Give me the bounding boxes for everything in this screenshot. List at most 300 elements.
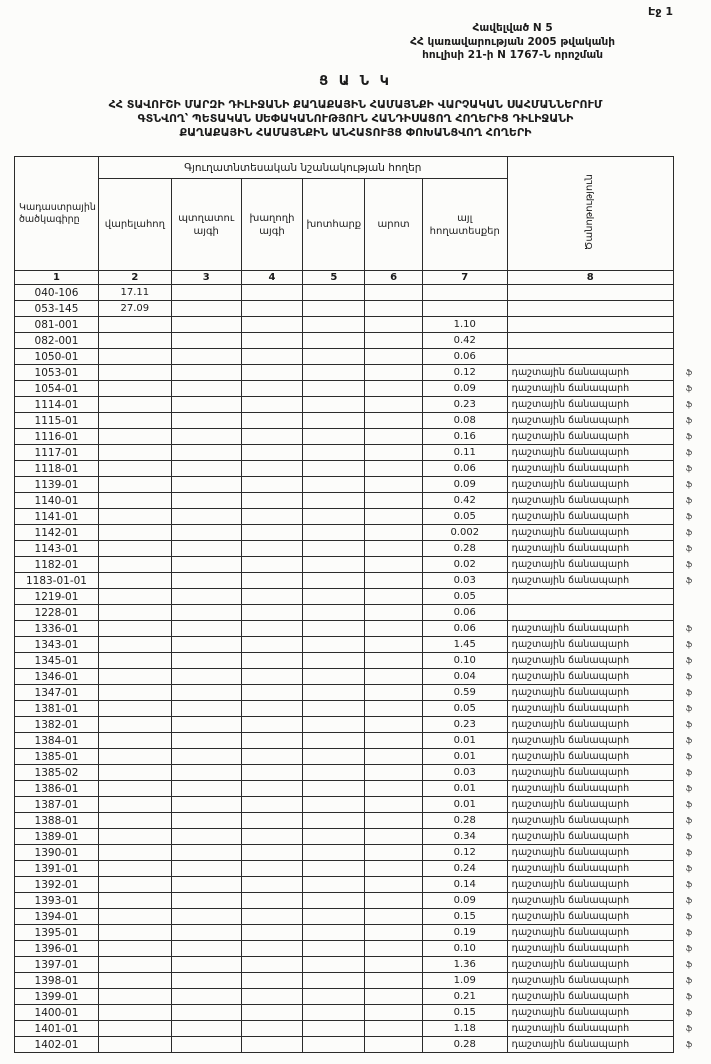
cadastral-code-cell: 1116-01 [15,429,99,445]
orchard-value-cell [171,925,241,941]
vineyard-value-cell [241,861,303,877]
arable-value-cell [98,797,171,813]
hayfield-value-cell [303,909,365,925]
other-lands-value-cell: 0.11 [422,445,507,461]
table-row [15,397,711,413]
orchard-value-cell [171,445,241,461]
orchard-value-cell [171,541,241,557]
pasture-value-cell [365,477,423,493]
cadastral-code-cell: 1385-01 [15,749,99,765]
pasture-value-cell [365,797,423,813]
cadastral-code-cell: 1183-01-01 [15,573,99,589]
vineyard-value-cell [241,573,303,589]
vineyard-value-cell [241,317,303,333]
orchard-value-cell [171,877,241,893]
note-cell: դաշտային ճանապարհ [507,397,673,413]
other-lands-value-cell: 0.05 [422,589,507,605]
table-row [15,413,711,429]
orchard-value-cell [171,797,241,813]
hayfield-value-cell [303,397,365,413]
note-cell: դաշտային ճանապարհ [507,429,673,445]
table-row [15,349,711,365]
cadastral-code-cell: 1347-01 [15,685,99,701]
other-lands-value-cell: 0.42 [422,333,507,349]
note-cell: դաշտային ճանապարհ [507,653,673,669]
arable-value-cell [98,861,171,877]
table-row [15,573,711,589]
note-cell: դաշտային ճանապարհ [507,973,673,989]
cadastral-code-cell: 1386-01 [15,781,99,797]
hayfield-value-cell [303,349,365,365]
vineyard-value-cell [241,989,303,1005]
arable-value-cell [98,573,171,589]
orchard-value-cell [171,765,241,781]
hayfield-value-cell [303,509,365,525]
table-head [15,157,711,285]
vineyard-value-cell [241,685,303,701]
note-cell: դաշտային ճանապարհ [507,461,673,477]
header-note-label: Ծանոթություն [584,174,596,251]
orchard-value-cell [171,573,241,589]
margin-mark: ֆ [685,864,693,874]
hayfield-value-cell [303,461,365,477]
note-cell: դաշտային ճանապարհ [507,861,673,877]
note-cell: դաշտային ճանապարհ [507,925,673,941]
margin-mark: ֆ [685,1024,693,1034]
other-lands-value-cell [422,301,507,317]
note-cell [507,285,673,301]
pasture-value-cell [365,989,423,1005]
note-cell: դաշտային ճանապարհ [507,797,673,813]
other-lands-value-cell: 0.01 [422,797,507,813]
margin-mark [673,285,711,301]
cadastral-code-cell: 1142-01 [15,525,99,541]
vineyard-value-cell [241,941,303,957]
orchard-value-cell [171,429,241,445]
hayfield-value-cell [303,973,365,989]
note-cell [507,301,673,317]
table-row [15,493,711,509]
other-lands-value-cell: 1.18 [422,1021,507,1037]
cadastral-code-cell: 1402-01 [15,1037,99,1053]
orchard-value-cell [171,477,241,493]
vineyard-value-cell [241,845,303,861]
arable-value-cell [98,445,171,461]
subtitle-line: ՔԱՂԱՔԱՅԻՆ ՀԱՄԱՅՆՔԻՆ ԱՆՀԱՏՈՒՅՑ ՓՈԽԱՆՑՎՈՂ ՀՈՂԵՐԻ [179,126,532,140]
other-lands-value-cell: 0.12 [422,845,507,861]
margin-mark [673,349,711,365]
pasture-value-cell [365,877,423,893]
arable-value-cell [98,749,171,765]
page-margin-area [673,157,711,285]
header-agricultural-group: Գյուղատնտեսական նշանակության հողեր [98,157,507,179]
orchard-value-cell [171,509,241,525]
other-lands-value-cell: 0.28 [422,541,507,557]
orchard-value-cell [171,685,241,701]
vineyard-value-cell [241,781,303,797]
pasture-value-cell [365,509,423,525]
arable-value-cell [98,621,171,637]
orchard-value-cell [171,717,241,733]
subtitle-line: ՀՀ ՏԱՎՈՒՇԻ ՄԱՐԶԻ ԴԻԼԻՋԱՆԻ ՔԱՂԱՔԱՅԻՆ ՀԱՄԱՅՆՔԻ ՎԱՐՉԱԿԱՆ ՍԱՀՄԱՆՆԵՐՈՒՄ [108,98,603,111]
arable-value-cell [98,1021,171,1037]
arable-value-cell [98,893,171,909]
arable-value-cell [98,541,171,557]
pasture-value-cell [365,333,423,349]
hayfield-value-cell [303,477,365,493]
margin-mark: ֆ [685,880,693,890]
orchard-value-cell [171,1037,241,1053]
note-cell: դաշտային ճանապարհ [507,781,673,797]
arable-value-cell [98,669,171,685]
pasture-value-cell [365,445,423,461]
cadastral-code-cell: 1400-01 [15,1005,99,1021]
cadastral-code-cell: 1053-01 [15,365,99,381]
table-row [15,461,711,477]
other-lands-value-cell: 0.05 [422,701,507,717]
arable-value-cell [98,509,171,525]
column-number: 6 [365,271,423,285]
orchard-value-cell [171,957,241,973]
orchard-value-cell [171,365,241,381]
table-row [15,957,711,973]
table-body [15,285,711,1053]
table-wrapper [14,156,711,1053]
header-col-pasture: արոտ [365,179,423,271]
arable-value-cell [98,461,171,477]
pasture-value-cell [365,701,423,717]
arable-value-cell [98,909,171,925]
pasture-value-cell [365,589,423,605]
table-row [15,717,711,733]
column-number: 2 [98,271,171,285]
note-cell: դաշտային ճանապարհ [507,509,673,525]
hayfield-value-cell [303,493,365,509]
other-lands-value-cell: 0.16 [422,429,507,445]
margin-mark: ֆ [685,384,693,394]
cadastral-code-cell: 1219-01 [15,589,99,605]
hayfield-value-cell [303,829,365,845]
other-lands-value-cell: 0.28 [422,1037,507,1053]
other-lands-value-cell: 0.10 [422,941,507,957]
pasture-value-cell [365,621,423,637]
margin-mark [673,317,711,333]
other-lands-value-cell: 0.24 [422,861,507,877]
hayfield-value-cell [303,797,365,813]
vineyard-value-cell [241,285,303,301]
hayfield-value-cell [303,637,365,653]
vineyard-value-cell [241,749,303,765]
pasture-value-cell [365,685,423,701]
hayfield-value-cell [303,733,365,749]
hayfield-value-cell [303,925,365,941]
cadastral-code-cell: 1397-01 [15,957,99,973]
appendix-line: ՀՀ կառավարության 2005 թվականի [410,35,615,48]
header-cadastral-code: Կադաստրային ծածկագիրը [15,157,99,271]
note-cell: դաշտային ճանապարհ [507,493,673,509]
pasture-value-cell [365,557,423,573]
arable-value-cell [98,701,171,717]
orchard-value-cell [171,397,241,413]
cadastral-code-cell: 082-001 [15,333,99,349]
margin-mark: ֆ [685,896,693,906]
hayfield-value-cell [303,525,365,541]
note-cell: դաշտային ճանապարհ [507,909,673,925]
orchard-value-cell [171,749,241,765]
cadastral-code-cell: 1398-01 [15,973,99,989]
other-lands-value-cell: 0.06 [422,605,507,621]
arable-value-cell [98,685,171,701]
arable-value-cell: 17.11 [98,285,171,301]
vineyard-value-cell [241,525,303,541]
vineyard-value-cell [241,669,303,685]
arable-value-cell [98,1005,171,1021]
other-lands-value-cell: 0.14 [422,877,507,893]
other-lands-value-cell: 0.09 [422,893,507,909]
vineyard-value-cell [241,829,303,845]
column-number: 3 [171,271,241,285]
table-row [15,669,711,685]
margin-mark: ֆ [685,944,693,954]
note-cell: դաշտային ճանապարհ [507,557,673,573]
orchard-value-cell [171,973,241,989]
hayfield-value-cell [303,621,365,637]
other-lands-value-cell [422,285,507,301]
margin-mark: ֆ [685,656,693,666]
pasture-value-cell [365,749,423,765]
note-cell: դաշտային ճանապարհ [507,733,673,749]
arable-value-cell [98,733,171,749]
other-lands-value-cell: 0.19 [422,925,507,941]
table-row [15,429,711,445]
pasture-value-cell [365,429,423,445]
note-cell: դաշտային ճանապարհ [507,845,673,861]
note-cell: դաշտային ճանապարհ [507,829,673,845]
orchard-value-cell [171,653,241,669]
margin-mark: ֆ [685,672,693,682]
pasture-value-cell [365,493,423,509]
hayfield-value-cell [303,1005,365,1021]
arable-value-cell [98,781,171,797]
hayfield-value-cell [303,429,365,445]
arable-value-cell [98,925,171,941]
table-row [15,973,711,989]
orchard-value-cell [171,1021,241,1037]
orchard-value-cell [171,1005,241,1021]
arable-value-cell [98,637,171,653]
note-cell: դաշտային ճանապարհ [507,765,673,781]
cadastral-code-cell: 1389-01 [15,829,99,845]
cadastral-code-cell: 1182-01 [15,557,99,573]
other-lands-value-cell: 0.05 [422,509,507,525]
table-row [15,1021,711,1037]
hayfield-value-cell [303,605,365,621]
hayfield-value-cell [303,557,365,573]
note-cell: դաշտային ճանապարհ [507,893,673,909]
vineyard-value-cell [241,973,303,989]
orchard-value-cell [171,861,241,877]
vineyard-value-cell [241,301,303,317]
table-row [15,541,711,557]
arable-value-cell [98,589,171,605]
table-row [15,509,711,525]
cadastral-code-cell: 1394-01 [15,909,99,925]
arable-value-cell [98,365,171,381]
margin-mark: ֆ [685,416,693,426]
column-number: 1 [15,271,99,285]
cadastral-code-cell: 1387-01 [15,797,99,813]
pasture-value-cell [365,637,423,653]
cadastral-code-cell: 1401-01 [15,1021,99,1037]
pasture-value-cell [365,573,423,589]
hayfield-value-cell [303,765,365,781]
other-lands-value-cell: 0.03 [422,765,507,781]
table-row [15,909,711,925]
vineyard-value-cell [241,733,303,749]
vineyard-value-cell [241,509,303,525]
margin-mark: ֆ [685,400,693,410]
cadastral-code-cell: 1143-01 [15,541,99,557]
cadastral-code-cell: 1385-02 [15,765,99,781]
table-row [15,989,711,1005]
arable-value-cell [98,829,171,845]
orchard-value-cell [171,621,241,637]
other-lands-value-cell: 0.03 [422,573,507,589]
header-col-orchard: պտղատու այգի [171,179,241,271]
vineyard-value-cell [241,397,303,413]
margin-mark: ֆ [685,496,693,506]
arable-value-cell [98,317,171,333]
pasture-value-cell [365,957,423,973]
table-row [15,285,711,301]
orchard-value-cell [171,733,241,749]
orchard-value-cell [171,669,241,685]
margin-mark: ֆ [685,800,693,810]
other-lands-value-cell: 0.06 [422,621,507,637]
header-col-vineyard: խաղողի այգի [241,179,303,271]
pasture-value-cell [365,909,423,925]
note-cell: դաշտային ճանապարհ [507,365,673,381]
margin-mark [673,605,711,621]
vineyard-value-cell [241,1037,303,1053]
vineyard-value-cell [241,541,303,557]
orchard-value-cell [171,845,241,861]
table-row [15,765,711,781]
table-row [15,749,711,765]
table-row [15,445,711,461]
orchard-value-cell [171,413,241,429]
vineyard-value-cell [241,957,303,973]
other-lands-value-cell: 0.34 [422,829,507,845]
pasture-value-cell [365,605,423,621]
arable-value-cell [98,877,171,893]
orchard-value-cell [171,637,241,653]
hayfield-value-cell [303,989,365,1005]
vineyard-value-cell [241,877,303,893]
note-cell: դաշտային ճանապարհ [507,717,673,733]
note-cell: դաշտային ճանապարհ [507,413,673,429]
pasture-value-cell [365,765,423,781]
pasture-value-cell [365,349,423,365]
orchard-value-cell [171,317,241,333]
note-cell [507,349,673,365]
hayfield-value-cell [303,893,365,909]
hayfield-value-cell [303,285,365,301]
other-lands-value-cell: 0.23 [422,397,507,413]
margin-mark: ֆ [685,1040,693,1050]
margin-mark: ֆ [685,480,693,490]
other-lands-value-cell: 1.09 [422,973,507,989]
arable-value-cell [98,557,171,573]
vineyard-value-cell [241,333,303,349]
cadastral-code-cell: 1054-01 [15,381,99,397]
orchard-value-cell [171,605,241,621]
margin-mark: ֆ [685,720,693,730]
vineyard-value-cell [241,605,303,621]
header-row-numbers [15,271,711,285]
margin-mark: ֆ [685,992,693,1002]
margin-mark: ֆ [685,976,693,986]
orchard-value-cell [171,461,241,477]
vineyard-value-cell [241,477,303,493]
arable-value-cell [98,381,171,397]
cadastral-code-cell: 1115-01 [15,413,99,429]
pasture-value-cell [365,813,423,829]
margin-mark: ֆ [685,432,693,442]
orchard-value-cell [171,829,241,845]
note-cell: դաշտային ճանապարհ [507,445,673,461]
vineyard-value-cell [241,1005,303,1021]
document-subtitle [0,98,711,140]
arable-value-cell: 27.09 [98,301,171,317]
other-lands-value-cell: 0.15 [422,1005,507,1021]
margin-mark: ֆ [685,704,693,714]
hayfield-value-cell [303,781,365,797]
other-lands-value-cell: 0.02 [422,557,507,573]
cadastral-code-cell: 1382-01 [15,717,99,733]
table-row [15,477,711,493]
document-title: Ց Ա Ն Կ [319,74,392,89]
orchard-value-cell [171,333,241,349]
pasture-value-cell [365,525,423,541]
arable-value-cell [98,989,171,1005]
table-row [15,829,711,845]
pasture-value-cell [365,301,423,317]
margin-mark: ֆ [685,448,693,458]
pasture-value-cell [365,317,423,333]
cadastral-code-cell: 1343-01 [15,637,99,653]
other-lands-value-cell: 0.10 [422,653,507,669]
other-lands-value-cell: 0.08 [422,413,507,429]
pasture-value-cell [365,1005,423,1021]
margin-mark: ֆ [685,368,693,378]
vineyard-value-cell [241,717,303,733]
vineyard-value-cell [241,557,303,573]
margin-mark: ֆ [685,768,693,778]
pasture-value-cell [365,941,423,957]
pasture-value-cell [365,893,423,909]
column-number: 5 [303,271,365,285]
arable-value-cell [98,765,171,781]
page-number: Էջ 1 [648,5,673,18]
margin-mark: ֆ [685,512,693,522]
land-transfer-table [14,156,711,1053]
table-row [15,621,711,637]
table-row [15,845,711,861]
other-lands-value-cell: 0.04 [422,669,507,685]
table-row [15,525,711,541]
hayfield-value-cell [303,717,365,733]
